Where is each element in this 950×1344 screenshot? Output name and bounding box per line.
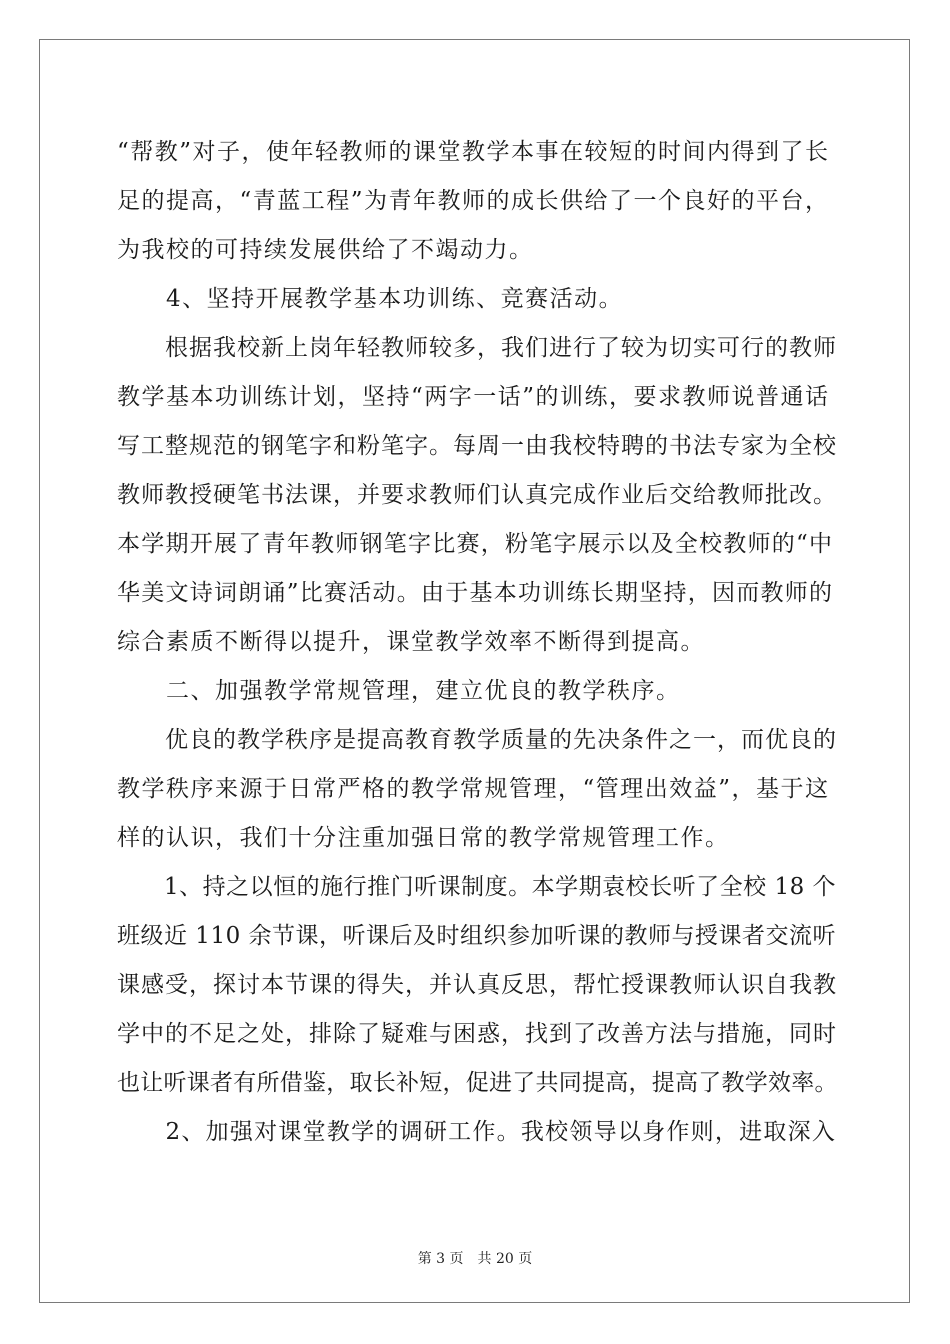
text-line: 根据我校新上岗年轻教师较多，我们进行了较为切实可行的教师 [117,335,837,361]
text-line: 1、持之以恒的施行推门听课制度。本学期袁校长听了全校 18 个 [117,874,837,900]
text-line: 也让听课者有所借鉴，取长补短，促进了共同提高，提高了教学效率。 [117,1070,838,1096]
text-line: 教学秩序来源于日常严格的教学常规管理，“管理出效益”，基于这 [117,776,830,802]
page-total: 共 20 页 [477,1251,533,1267]
text-line: 华美文诗词朗诵”比赛活动。由于基本功训练长期坚持，因而教师的 [117,580,834,606]
text-line: 写工整规范的钢笔字和粉笔字。每周一由我校特聘的书法专家为全校 [117,433,837,459]
page-number: 第 3 页 [417,1251,464,1267]
text-line: 本学期开展了青年教师钢笔字比赛，粉笔字展示以及全校教师的“中 [117,531,834,557]
text-line: 综合素质不断得以提升，课堂教学效率不断得到提高。 [117,629,705,655]
text-line: 2、加强对课堂教学的调研工作。我校领导以身作则，进取深入 [117,1119,837,1145]
text-line: 为我校的可持续发展供给了不竭动力。 [117,237,534,263]
text-line: 样的认识，我们十分注重加强日常的教学常规管理工作。 [117,825,730,851]
section-heading: 4、坚持开展教学基本功训练、竞赛活动。 [117,286,624,312]
text-line: 足的提高，“青蓝工程”为青年教师的成长供给了一个良好的平台， [117,188,830,214]
text-line: 学中的不足之处，排除了疑难与困惑，找到了改善方法与措施，同时 [117,1021,837,1047]
text-line: 课感受，探讨本节课的得失，并认真反思，帮忙授课教师认识自我教 [117,972,837,998]
text-line: 班级近 110 余节课，听课后及时组织参加听课的教师与授课者交流听 [117,923,837,949]
text-line: 教学基本功训练计划，坚持“两字一话”的训练，要求教师说普通话 [117,384,830,410]
text-line: 优良的教学秩序是提高教育教学质量的先决条件之一，而优良的 [117,727,837,753]
text-line: “帮教”对子，使年轻教师的课堂教学本事在较短的时间内得到了长 [117,139,830,165]
text-line: 教师教授硬笔书法课，并要求教师们认真完成作业后交给教师批改。 [117,482,837,508]
section-heading: 二、加强教学常规管理，建立优良的教学秩序。 [117,678,681,704]
document-body [117,128,837,1157]
page-footer [0,1248,950,1268]
